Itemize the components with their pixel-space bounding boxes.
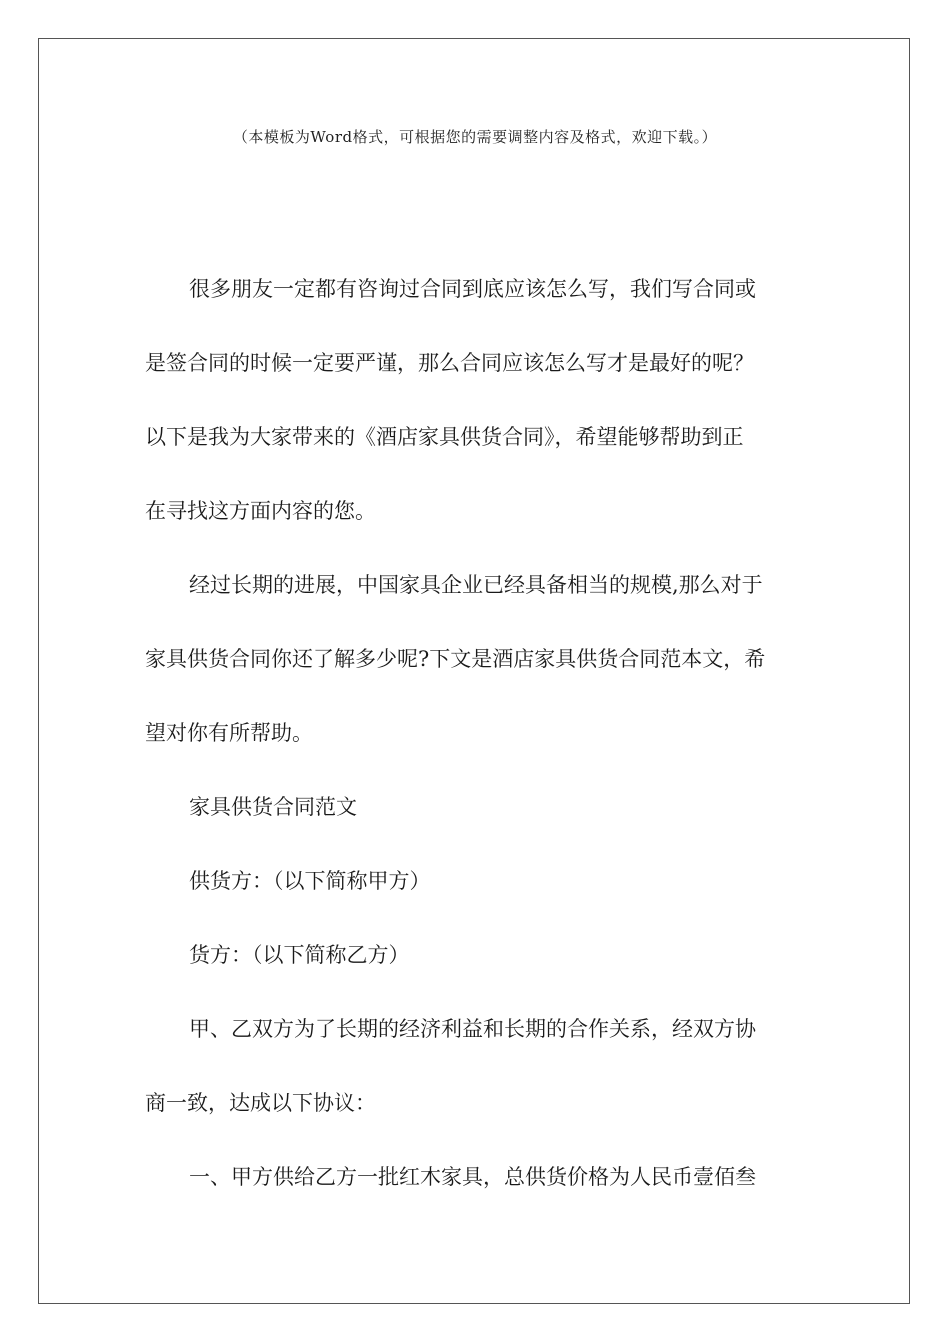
supplier-party: 供货方：（以下简称甲方） <box>189 869 431 893</box>
agreement-intro-line-1: 甲、乙双方为了长期的经济利益和长期的合作关系，经双方协 <box>189 1017 756 1041</box>
contract-title: 家具供货合同范文 <box>189 795 357 819</box>
paragraph-1-line-1: 很多朋友一定都有咨询过合同到底应该怎么写，我们写合同或 <box>189 277 756 301</box>
paragraph-2-line-1: 经过长期的进展，中国家具企业已经具备相当的规模,那么对于 <box>189 573 763 597</box>
paragraph-2-line-3: 望对你有所帮助。 <box>145 721 313 745</box>
paragraph-1-line-4: 在寻找这方面内容的您。 <box>145 499 376 523</box>
buyer-party: 货方：（以下简称乙方） <box>189 943 410 967</box>
paragraph-1-line-3: 以下是我为大家带来的《酒店家具供货合同》，希望能够帮助到正 <box>145 425 744 449</box>
clause-1-line-1: 一、甲方供给乙方一批红木家具，总供货价格为人民币壹佰叁 <box>189 1165 756 1189</box>
paragraph-2-line-2: 家具供货合同你还了解多少呢?下文是酒店家具供货合同范本文，希 <box>145 647 766 671</box>
paragraph-1-line-2: 是签合同的时候一定要严谨，那么合同应该怎么写才是最好的呢？ <box>145 351 754 375</box>
template-note: （本模板为Word格式，可根据您的需要调整内容及格式，欢迎下载。） <box>232 128 718 146</box>
agreement-intro-line-2: 商一致，达成以下协议： <box>145 1091 376 1115</box>
